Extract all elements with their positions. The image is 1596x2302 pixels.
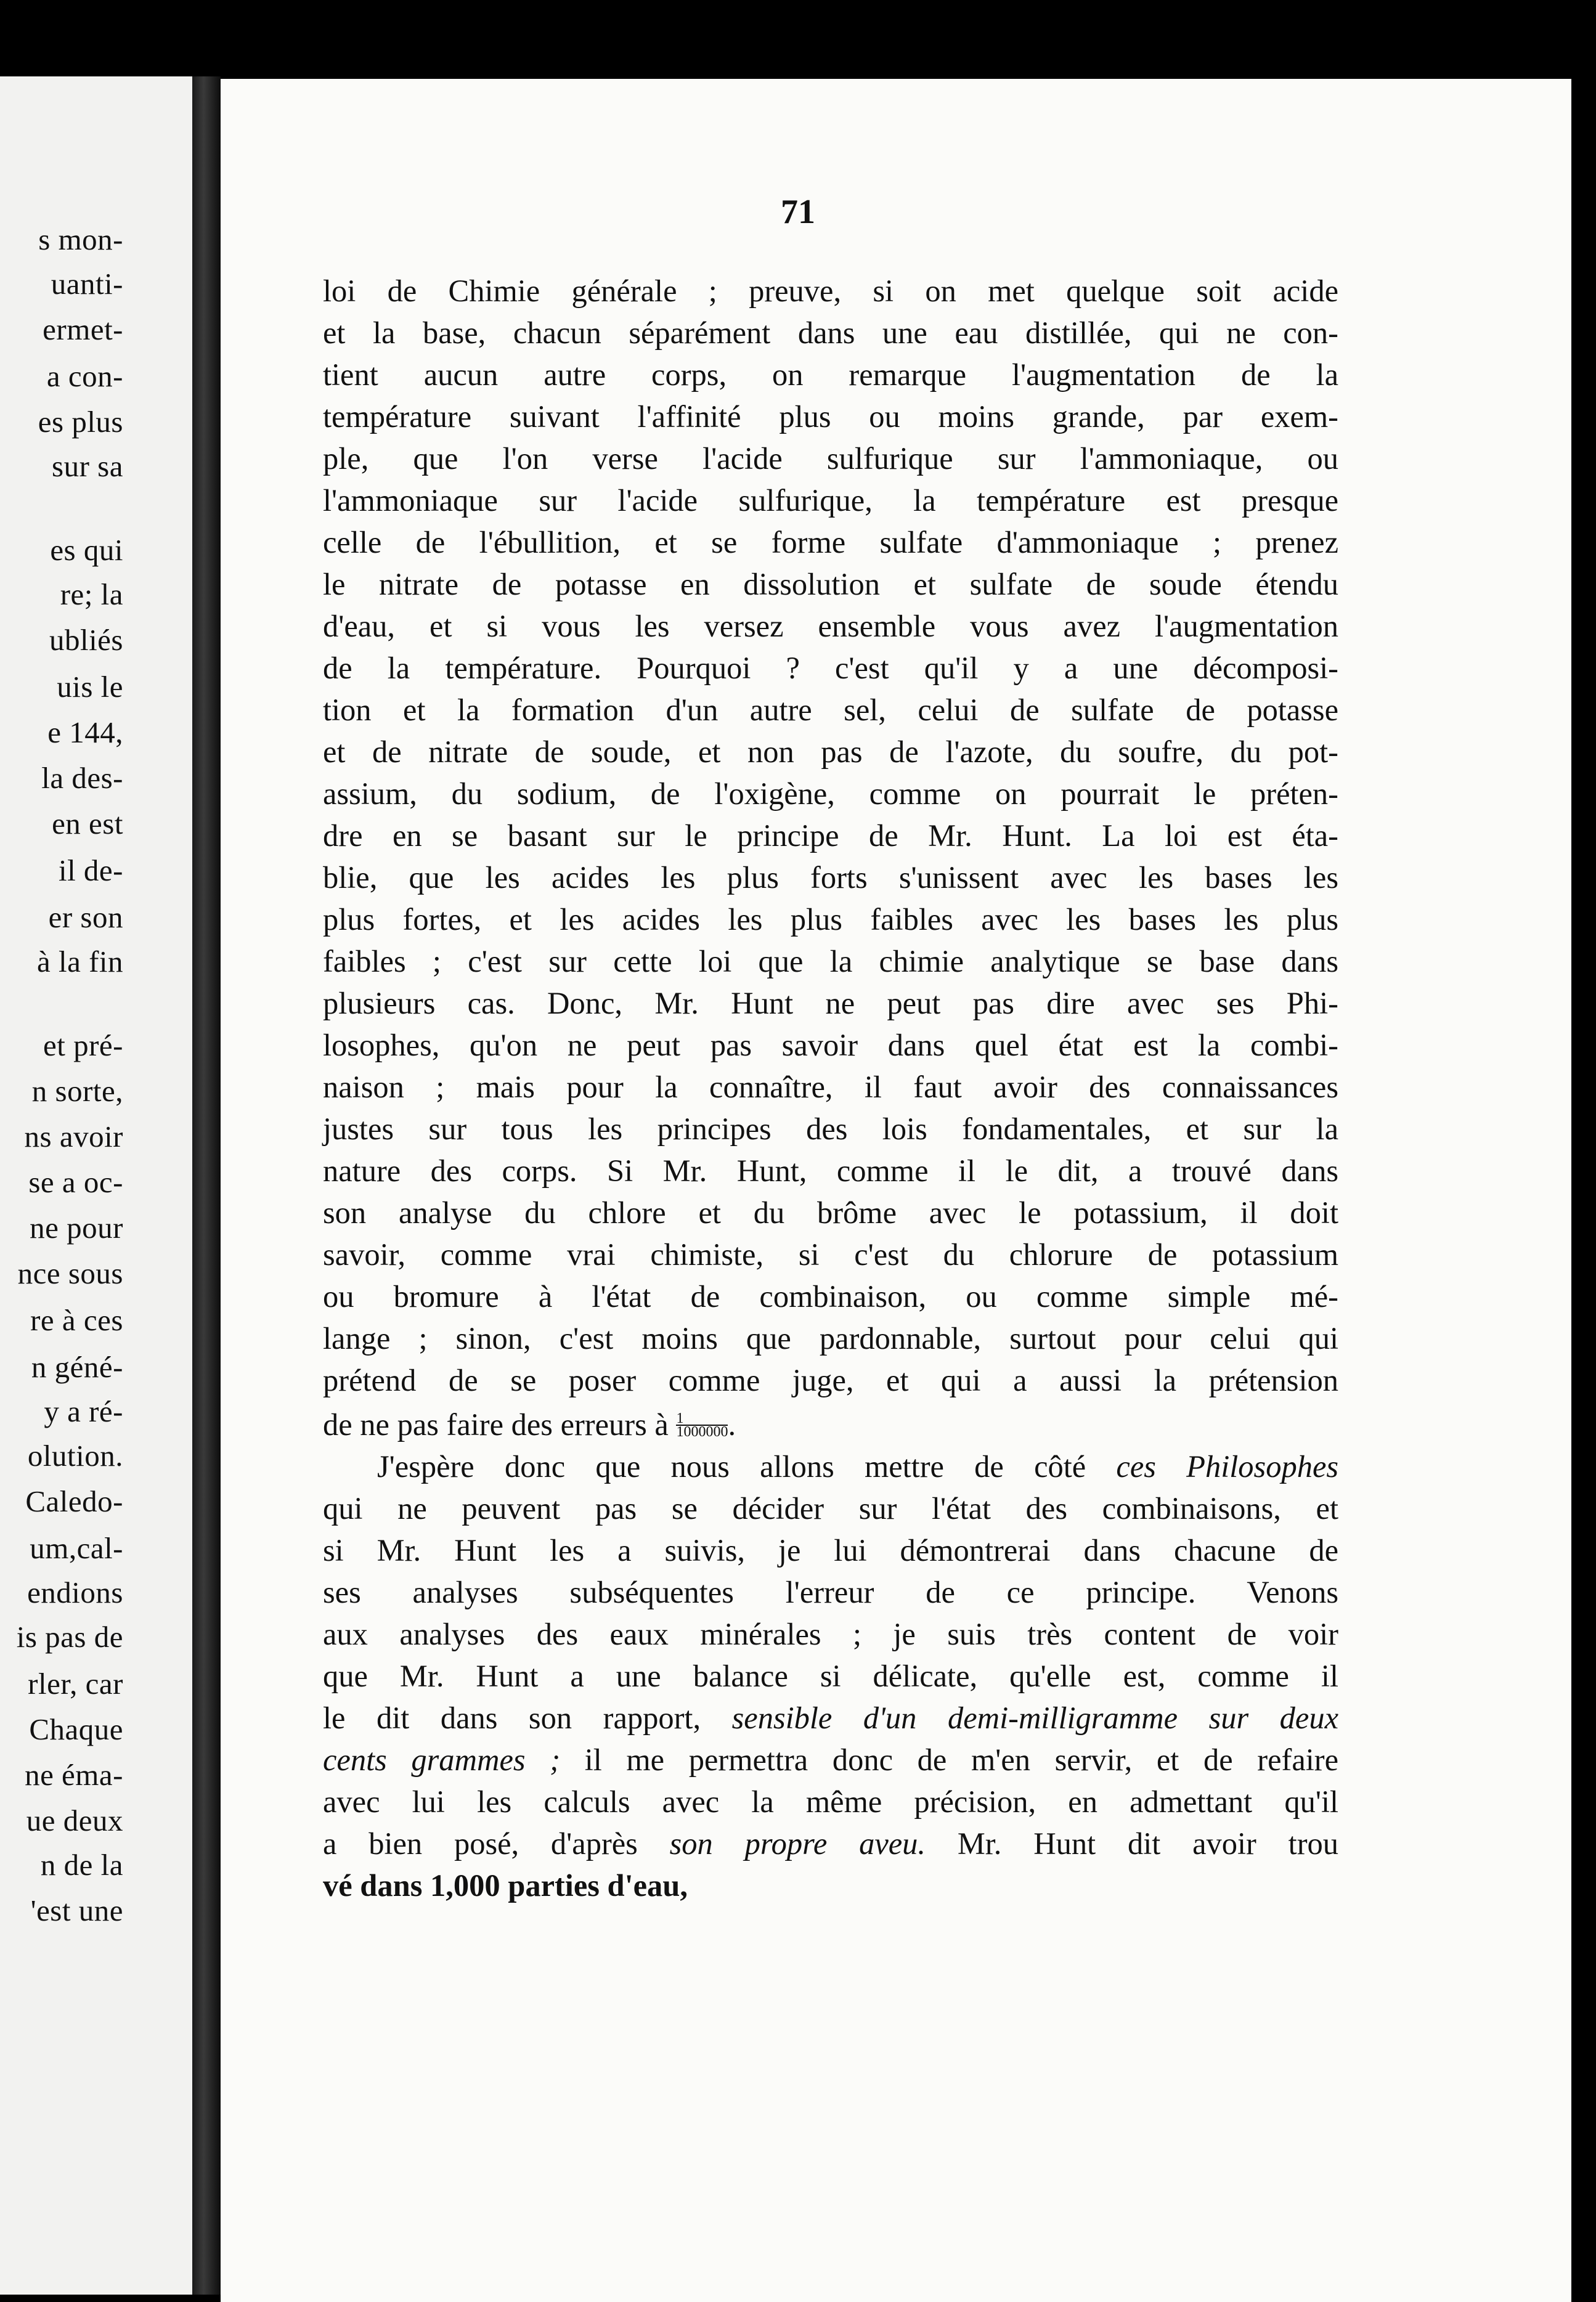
text-line: qui ne peuvent pas se décider sur l'état des combinaisons, et [323,1491,1338,1526]
left-page-line: e 144, [47,715,123,749]
left-page-line: es qui [50,533,123,567]
text-line: plus fortes, et les acides les plus faibles avec les bases les plus [323,902,1338,937]
text-line [323,1697,1338,1739]
text-line: ses analyses subséquentes l'erreur de ce principe. Venons [323,1575,1338,1609]
text-line: d'eau, et si vous les versez ensemble vous avez l'augmentation [323,609,1338,643]
text-line: le nitrate de potasse en dissolution et sulfate de soude étendu [323,567,1338,601]
left-page-line: se a oc- [28,1165,123,1199]
left-page-line: ns avoir [24,1120,123,1153]
text-line: justes sur tous les principes des lois fondamentales, et sur la [323,1112,1338,1146]
left-page-line: olution. [27,1439,123,1473]
text-line: tion et la formation d'un autre sel, celui de sulfate de potasse [323,693,1338,727]
paragraph-first-line [377,1446,1338,1487]
fraction-denominator: 1000000 [676,1424,728,1440]
line-text: il me permettra donc de m'en servir, et de refaire [584,1743,1339,1777]
text-line: que Mr. Hunt a une balance si délicate, qu'elle est, comme il [323,1659,1338,1693]
line-end: . [728,1407,736,1442]
left-page-line: à la fin [36,945,123,978]
text-line: ple, que l'on verse l'acide sulfurique sur l'ammoniaque, ou [323,441,1338,476]
left-page-line: uis le [57,670,123,704]
left-page-line: n géné- [31,1350,123,1384]
text-line: naison ; mais pour la connaître, il faut avoir des connaissances [323,1070,1338,1104]
line-text: J'espère donc que nous allons mettre de côté [377,1449,1086,1484]
left-page-line: re; la [60,577,123,611]
left-page-line: ubliés [49,623,123,657]
left-page-line: n de la [40,1848,123,1882]
line-text: le dit dans son rapport, [323,1701,701,1735]
italic-text: cents grammes ; [323,1743,561,1777]
text-line: prétend de se poser comme juge, et qui a aussi la prétension [323,1363,1338,1397]
left-page-line: uanti- [51,267,123,301]
text-line: losophes, qu'on ne peut pas savoir dans quel état est la combi- [323,1028,1338,1062]
left-page-line: en est [52,807,123,840]
left-page-line: um,cal- [30,1531,123,1565]
italic-text: son propre aveu. [669,1826,926,1861]
text-line: blie, que les acides les plus forts s'unissent avec les bases les [323,860,1338,895]
left-page-line: re à ces [30,1303,123,1337]
left-page-line: y a ré- [44,1394,123,1428]
text-line: loi de Chimie générale ; preuve, si on met quelque soit acide [323,274,1338,308]
line-text: a bien posé, d'après [323,1826,638,1861]
left-page-line: Caledo- [25,1484,123,1518]
left-page-line: rler, car [28,1667,123,1701]
left-page-line: il de- [58,853,123,887]
left-page-line: er son [48,900,123,934]
left-page-line: sur sa [52,449,123,483]
left-page-line: nce sous [17,1256,123,1290]
left-page-line: a con- [46,359,123,393]
text-line: ou bromure à l'état de combinaison, ou comme simple mé- [323,1279,1338,1314]
text-line: faibles ; c'est sur cette loi que la chimie analytique se base dans [323,944,1338,978]
left-page-line: is pas de [16,1620,123,1654]
text-line: et la base, chacun séparément dans une eau distillée, qui ne con- [323,315,1338,350]
left-page-line: ermet- [43,312,123,346]
fraction-numerator: 1 [676,1412,728,1426]
text-line-with-fraction [323,1404,1338,1446]
left-page-line: n sorte, [31,1074,123,1108]
left-page-line: Chaque [29,1712,123,1746]
line-text: Mr. Hunt dit avoir trou [957,1826,1339,1861]
text-line: savoir, comme vrai chimiste, si c'est du chlorure de potassium [323,1237,1338,1272]
line-text: de ne pas faire des erreurs à [323,1407,669,1442]
left-page-line: et pré- [43,1028,123,1062]
text-line: assium, du sodium, de l'oxigène, comme on pourrait le préten- [323,776,1338,811]
text-line: lange ; sinon, c'est moins que pardonnable, surtout pour celui qui [323,1321,1338,1356]
text-line: son analyse du chlore et du brôme avec le potassium, il doit [323,1195,1338,1230]
fraction [676,1412,728,1438]
text-line: aux analyses des eaux minérales ; je suis très content de voir [323,1617,1338,1651]
left-page-line: s mon- [38,222,123,256]
text-line [323,1823,1338,1865]
text-line: celle de l'ébullition, et se forme sulfate d'ammoniaque ; prenez [323,525,1338,559]
text-line: température suivant l'affinité plus ou moins grande, par exem- [323,399,1338,434]
text-line: dre en se basant sur le principe de Mr. Hunt. La loi est éta- [323,818,1338,853]
left-page-line: ue deux [26,1804,123,1837]
left-page-line: 'est une [30,1893,123,1927]
text-line: de la température. Pourquoi ? c'est qu'il y a une décomposi- [323,651,1338,685]
text-line: tient aucun autre corps, on remarque l'augmentation de la [323,357,1338,392]
text-line: l'ammoniaque sur l'acide sulfurique, la température est presque [323,483,1338,518]
text-line [323,1739,1338,1781]
text-line: si Mr. Hunt les a suivis, je lui démontrerai dans chacune de [323,1533,1338,1568]
page-number: 71 [781,193,815,231]
left-page-line: ne pour [30,1211,123,1245]
text-line: plusieurs cas. Donc, Mr. Hunt ne peut pas dire avec ses Phi- [323,986,1338,1020]
left-page-line: endions [27,1576,123,1609]
text-line: vé dans 1,000 parties d'eau, [323,1868,688,1903]
text-line: et de nitrate de soude, et non pas de l'azote, du soufre, du pot- [323,734,1338,769]
book-gutter [192,76,221,2295]
text-line: nature des corps. Si Mr. Hunt, comme il le dit, a trouvé dans [323,1153,1338,1188]
left-page [0,76,192,2295]
italic-text: ces Philosophes [1116,1449,1339,1484]
text-line: avec lui les calculs avec la même précision, en admettant qu'il [323,1784,1338,1819]
left-page-line: la des- [41,761,123,795]
left-page-line: ne éma- [25,1758,123,1792]
italic-text: sensible d'un demi-milligramme sur deux [731,1701,1339,1735]
left-page-line: es plus [38,405,123,439]
